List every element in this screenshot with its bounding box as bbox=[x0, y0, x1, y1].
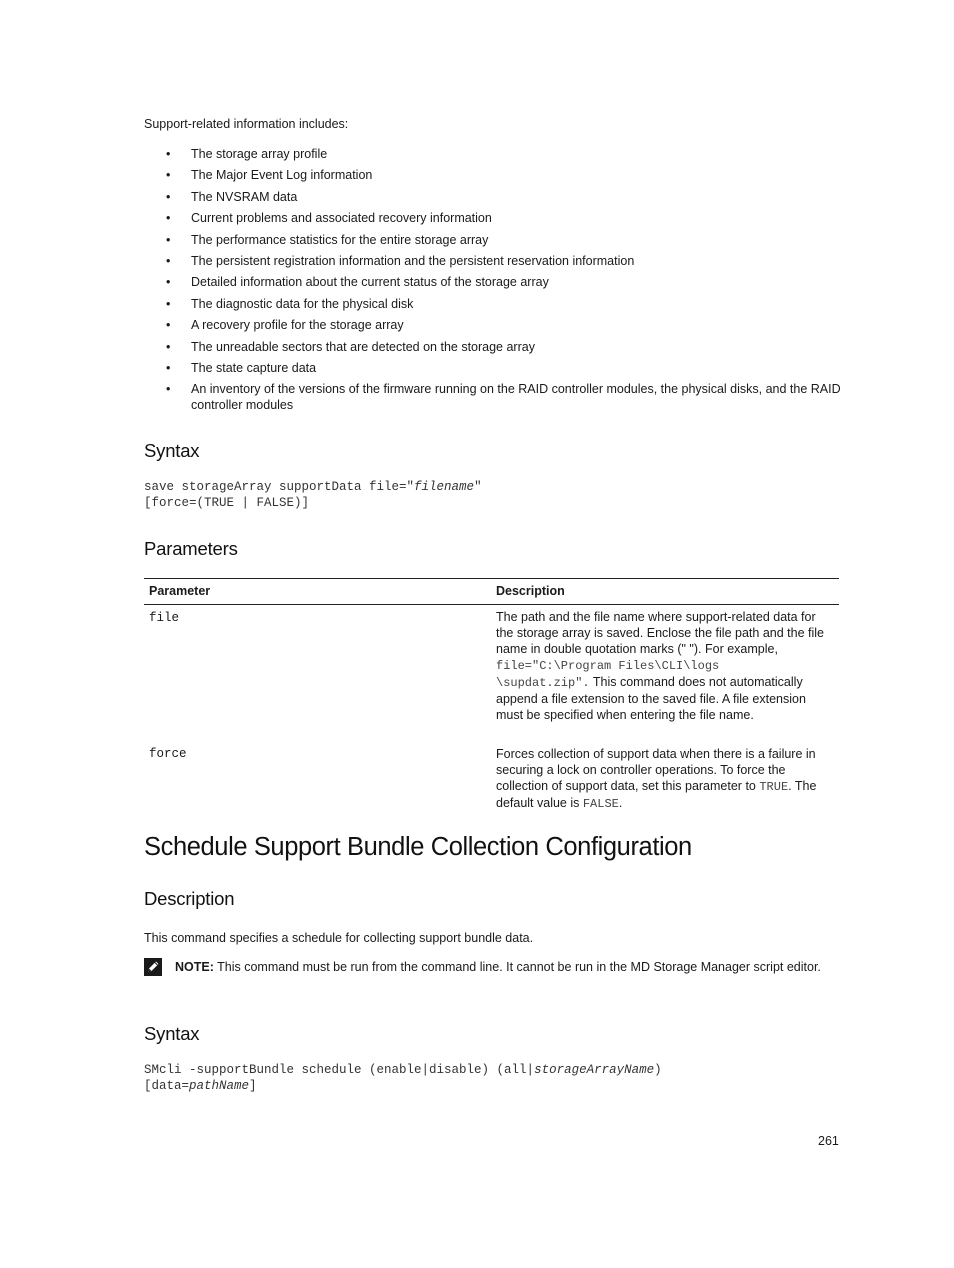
description-heading: Description bbox=[144, 888, 235, 909]
list-item: • The diagnostic data for the physical disk bbox=[166, 296, 414, 311]
bullet-icon: • bbox=[166, 360, 171, 375]
description-text: This command specifies a schedule for collecting support bundle data. bbox=[144, 931, 534, 945]
note-pencil-icon bbox=[144, 958, 162, 976]
bullet-icon: • bbox=[166, 275, 171, 290]
note-text: NOTE: This command must be run from the command line. It cannot be run in the MD Storage Manager script editor. bbox=[175, 960, 821, 974]
syntax-code-block bbox=[144, 479, 482, 511]
list-item: • Current problems and associated recovery information bbox=[166, 211, 492, 226]
section-title: Schedule Support Bundle Collection Configuration bbox=[144, 833, 692, 861]
bullet-icon: • bbox=[166, 296, 171, 311]
column-header-parameter: Parameter bbox=[149, 584, 211, 598]
list-item: • The Major Event Log information bbox=[166, 168, 373, 183]
bullet-icon: • bbox=[166, 339, 171, 354]
intro-text: Support-related information includes: bbox=[144, 117, 349, 131]
syntax-line: [data=pathName] bbox=[144, 1079, 257, 1093]
bullet-icon: • bbox=[166, 168, 171, 183]
syntax-line: SMcli -supportBundle schedule (enable|disable) (all|storageArrayName) bbox=[144, 1063, 662, 1077]
syntax-line: [force=(TRUE | FALSE)] bbox=[144, 496, 310, 510]
syntax-code-block-2 bbox=[144, 1062, 662, 1094]
param-name-force: force bbox=[149, 747, 187, 761]
support-info-list bbox=[166, 146, 846, 419]
list-item: • Detailed information about the current status of the storage array bbox=[166, 275, 549, 290]
bullet-icon: • bbox=[166, 147, 171, 161]
bullet-icon: • bbox=[166, 211, 171, 226]
bullet-icon: • bbox=[166, 189, 171, 204]
header-bottom-rule bbox=[144, 604, 839, 605]
list-item: • An inventory of the versions of the firmware running on the RAID controller modules, the physical disks, and the RAID controller modules bbox=[166, 382, 841, 413]
bullet-icon: • bbox=[166, 382, 171, 397]
bullet-icon: • bbox=[166, 232, 171, 247]
syntax-heading-2: Syntax bbox=[144, 1023, 200, 1044]
list-item: • The performance statistics for the entire storage array bbox=[166, 232, 489, 247]
list-item: • The unreadable sectors that are detected on the storage array bbox=[166, 339, 535, 354]
list-item: • The persistent registration information and the persistent reservation information bbox=[166, 253, 635, 268]
param-name-file: file bbox=[149, 611, 180, 625]
list-item: • The NVSRAM data bbox=[166, 189, 298, 204]
bullet-icon: • bbox=[166, 318, 171, 333]
syntax-line: save storageArray supportData file="filename" bbox=[144, 480, 482, 494]
page-number: 261 bbox=[818, 1134, 839, 1148]
note-label: NOTE: bbox=[175, 960, 214, 974]
parameters-heading: Parameters bbox=[144, 538, 238, 559]
list-item: • The storage array profile bbox=[166, 147, 328, 161]
list-item: • A recovery profile for the storage array bbox=[166, 318, 404, 333]
param-desc-force: Forces collection of support data when there is a failure in securing a lock on controller operations. To force the collection of support data, set this parameter to TRUE. The default value is FALSE. bbox=[496, 747, 817, 811]
column-header-description: Description bbox=[496, 584, 565, 598]
syntax-heading: Syntax bbox=[144, 440, 200, 461]
param-desc-file: The path and the file name where support-related data for the storage array is saved. Enclose the file path and the file name in double quotation marks (" "). For example, file="C:\Program Files\CLI\logs \supdat.zip". This command does not automatically append a file extension to the saved file. A file extension must be specified when entering the file name. bbox=[496, 610, 824, 722]
list-item: • The state capture data bbox=[166, 360, 317, 375]
bullet-icon: • bbox=[166, 253, 171, 268]
table-top-rule bbox=[144, 578, 839, 579]
